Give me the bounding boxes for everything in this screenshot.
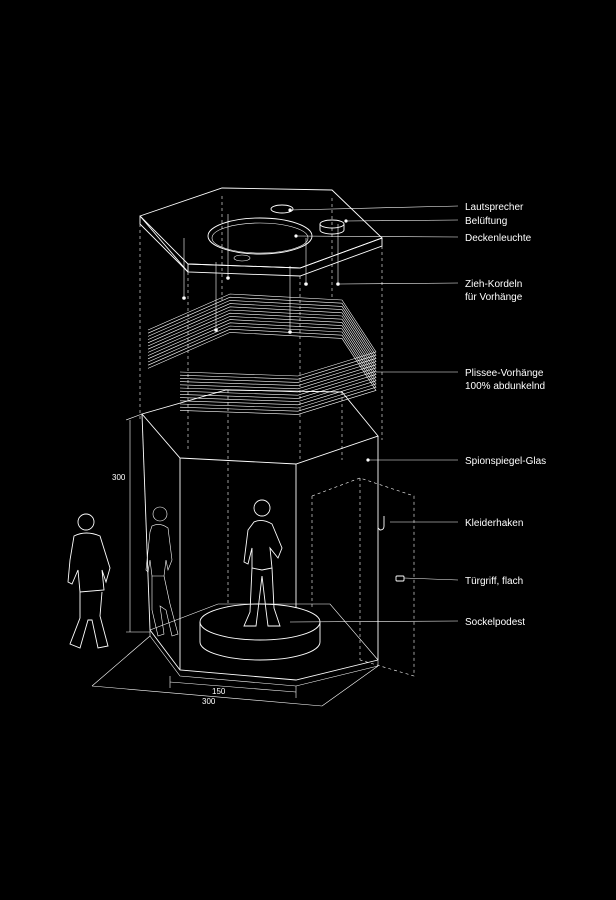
pull-cords	[182, 214, 340, 334]
label-sockelpodest: Sockelpodest	[465, 617, 526, 628]
label-deckenleuchte: Deckenleuchte	[465, 233, 532, 244]
ceiling-panel	[140, 188, 382, 276]
coat-hook-icon	[378, 516, 384, 530]
label-plissee-line2: 100% abdunkelnd	[465, 381, 546, 392]
walking-person	[68, 514, 110, 648]
pedestal	[200, 604, 320, 660]
leader-lines	[288, 206, 458, 622]
label-plissee: Plissee-Vorhänge	[465, 368, 544, 379]
label-kleiderhaken: Kleiderhaken	[465, 518, 524, 529]
height-value: 300	[112, 473, 126, 482]
ceiling-spot	[234, 255, 250, 261]
outer-width-dimension	[92, 636, 378, 706]
pleated-curtains	[148, 294, 376, 414]
ceiling-light-rim	[212, 223, 308, 253]
door-handle-icon	[396, 576, 404, 581]
label-belueftung: Belüftung	[465, 216, 508, 227]
inner-width-value: 150	[212, 687, 226, 696]
label-tuergriff: Türgriff, flach	[465, 576, 524, 587]
label-ziehkordeln-line2: für Vorhänge	[465, 292, 523, 303]
label-lautsprecher: Lautsprecher	[465, 202, 524, 213]
outer-width-value: 300	[202, 697, 216, 706]
label-spionspiegel: Spionspiegel-Glas	[465, 456, 547, 467]
label-ziehkordeln: Zieh-Kordeln	[465, 279, 523, 290]
reflection-figure	[146, 507, 178, 636]
booth-body	[142, 390, 378, 686]
door	[312, 478, 414, 676]
